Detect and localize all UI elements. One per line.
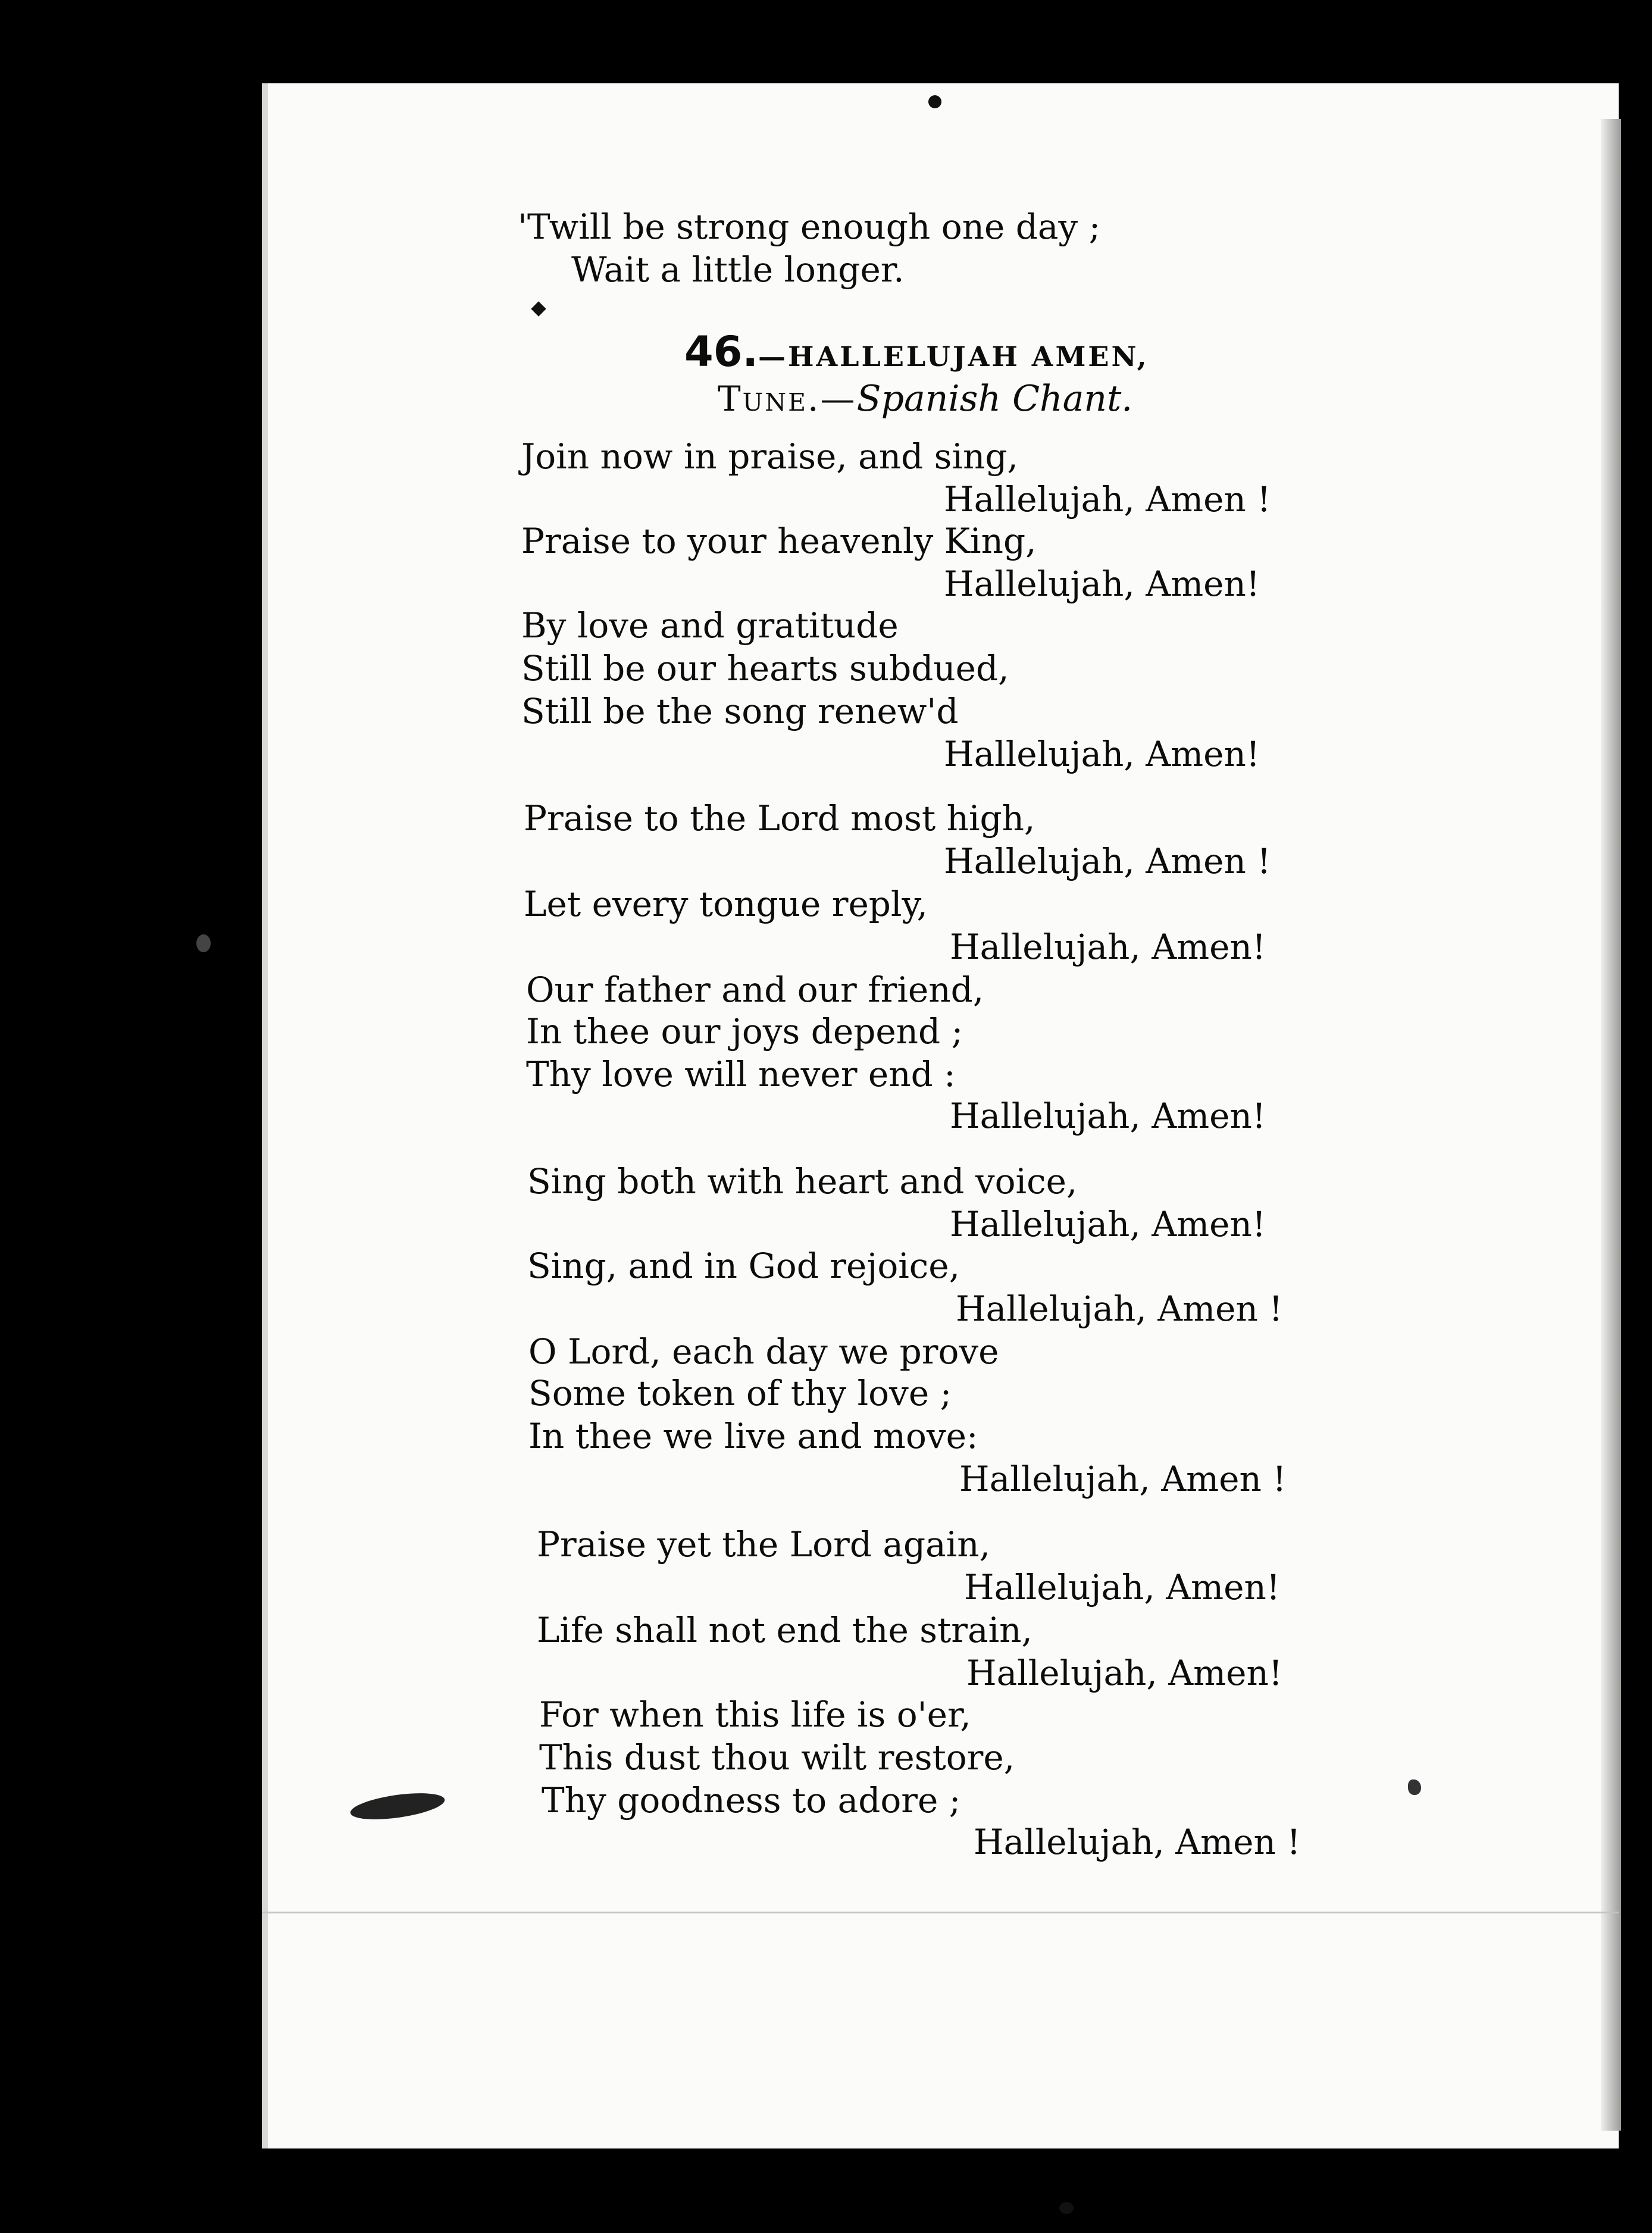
verse-line: By love and gratitude [521, 605, 899, 646]
refrain-line: Hallelujah, Amen ! [959, 1459, 1287, 1499]
verse-line: Our father and our friend, [526, 969, 984, 1010]
refrain-line: Hallelujah, Amen! [950, 1204, 1266, 1244]
verse-line: Sing, and in God rejoice, [527, 1246, 960, 1286]
tune-label: Tune. [718, 379, 821, 419]
hymn-title: HALLELUJAH AMEN, [788, 340, 1149, 373]
verse-line: This dust thou wilt restore, [539, 1737, 1015, 1778]
refrain-line: Hallelujah, Amen! [950, 927, 1266, 967]
verse-line: Praise yet the Lord again, [537, 1524, 991, 1565]
hymn-heading [684, 327, 1149, 376]
verse-line: Still be our hearts subdued, [521, 648, 1009, 689]
continuation-line: Wait a little longer. [571, 249, 905, 290]
verse-line: Thy love will never end : [526, 1054, 956, 1094]
refrain-line: Hallelujah, Amen! [944, 564, 1260, 604]
verse-line: O Lord, each day we prove [528, 1331, 999, 1372]
verse-line: Thy goodness to adore ; [542, 1780, 961, 1821]
refrain-line: Hallelujah, Amen! [944, 734, 1260, 774]
verse-line: Praise to the Lord most high, [524, 798, 1035, 839]
tune-line [718, 378, 1133, 420]
verse-line: In thee we live and move: [528, 1416, 978, 1456]
verse-line: Let every tongue reply, [524, 884, 928, 924]
refrain-line: Hallelujah, Amen! [964, 1567, 1281, 1607]
refrain-line: Hallelujah, Amen ! [956, 1288, 1283, 1329]
verse-line: Praise to your heavenly King, [521, 521, 1037, 561]
verse-line: Sing both with heart and voice, [527, 1161, 1078, 1202]
tune-dash: — [820, 379, 857, 419]
refrain-line: Hallelujah, Amen! [966, 1653, 1283, 1693]
refrain-line: Hallelujah, Amen ! [974, 1822, 1301, 1862]
tune-name: Spanish Chant. [856, 378, 1133, 420]
verse-line: For when this life is o'er, [539, 1694, 971, 1735]
continuation-line: 'Twill be strong enough one day ; [518, 207, 1101, 247]
verse-line: Still be the song renew'd [521, 691, 959, 731]
heading-dash: — [758, 340, 789, 373]
verse-line: Join now in praise, and sing, [521, 436, 1018, 477]
refrain-line: Hallelujah, Amen ! [944, 479, 1271, 520]
verse-line: Life shall not end the strain, [537, 1610, 1032, 1650]
refrain-line: Hallelujah, Amen ! [944, 841, 1271, 881]
verse-line: Some token of thy love ; [528, 1373, 952, 1413]
verse-line: In thee our joys depend ; [526, 1011, 963, 1052]
hymn-number: 46. [684, 327, 759, 376]
refrain-line: Hallelujah, Amen! [950, 1096, 1266, 1136]
